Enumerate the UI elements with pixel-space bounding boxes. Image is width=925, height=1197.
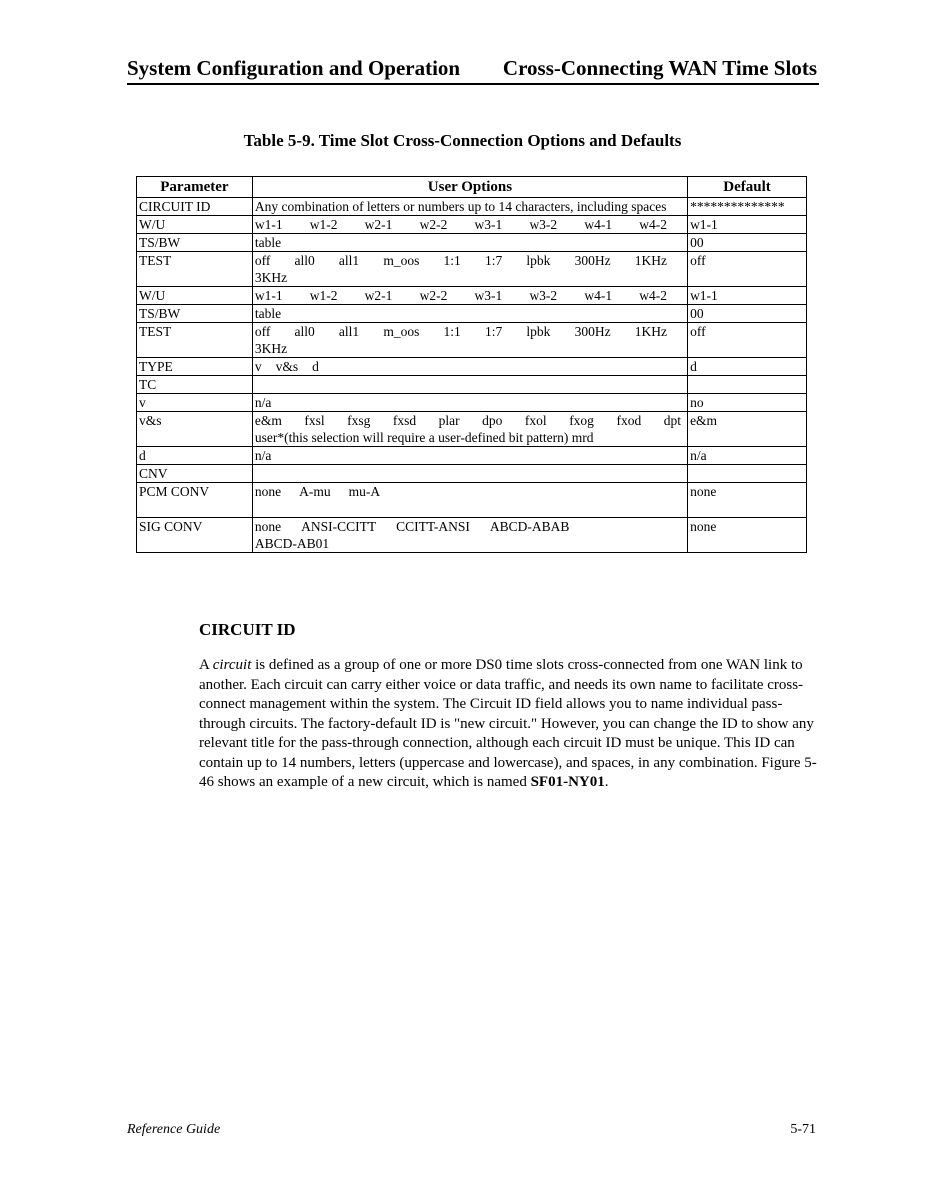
param-cell: TEST — [137, 252, 253, 287]
option-value: 1KHz — [634, 253, 668, 268]
options-cell — [252, 287, 687, 305]
options-cell: n/a — [252, 447, 687, 465]
circuit-name: SF01-NY01 — [530, 774, 605, 790]
default-cell: off — [688, 323, 807, 358]
table-row — [137, 412, 807, 447]
option-value: user*(this selection will require a user-defined bit pattern) mrd — [254, 430, 594, 445]
option-value: v — [254, 359, 262, 374]
default-cell: off — [688, 252, 807, 287]
table-row — [137, 358, 807, 376]
param-cell: TEST — [137, 323, 253, 358]
option-value: 1:1 — [443, 253, 461, 268]
option-value: plar — [438, 413, 460, 428]
option-value: fxol — [524, 413, 547, 428]
options-cell — [252, 483, 687, 518]
default-cell: d — [688, 358, 807, 376]
option-value: ANSI-CCITT — [301, 519, 377, 534]
table-row — [137, 447, 807, 465]
default-cell: e&m — [688, 412, 807, 447]
option-value: fxsg — [347, 413, 371, 428]
param-cell: TS/BW — [137, 305, 253, 323]
option-value: w4-1 — [584, 217, 613, 232]
option-value: lpbk — [526, 324, 551, 339]
param-cell: TC — [137, 376, 253, 394]
default-cell: n/a — [688, 447, 807, 465]
option-value: dpo — [482, 413, 503, 428]
options-cell — [252, 323, 687, 358]
option-value: 1:7 — [484, 324, 503, 339]
options-table — [136, 176, 807, 553]
option-value: w2-1 — [364, 217, 393, 232]
option-value: fxod — [616, 413, 642, 428]
table-title: Table 5-9. Time Slot Cross-Connection Options and Defaults — [243, 131, 682, 150]
header-chapter-title: System Configuration and Operation — [127, 56, 461, 80]
table-row — [137, 465, 807, 483]
paragraph-text: A — [199, 657, 213, 673]
param-cell: CIRCUIT ID — [137, 198, 253, 216]
body-paragraph — [199, 656, 817, 793]
option-value: 300Hz — [574, 253, 611, 268]
option-value: w2-2 — [419, 288, 448, 303]
column-header: Parameter — [137, 177, 253, 198]
option-value: fxsl — [304, 413, 325, 428]
page-number: 5-71 — [790, 1122, 816, 1137]
option-value: w1-2 — [309, 288, 338, 303]
option-value: w2-1 — [364, 288, 393, 303]
paragraph-text: is defined as a group of one or more DS0 time slots cross-connected from one WAN link to another. Each circuit can carry either voice or data traffic, and needs its own name to facilitate cross-connect management within the system. The Circuit ID field allows you to name individual pass-through circuits. The factory-default ID is "new circuit." However, you can change the ID to show any relevant title for the pass-through connection, although each circuit ID must be unique. This ID can contain up to 14 numbers, letters (uppercase and lowercase), and spaces, in any combination. Figure 5-46 shows an example of a new circuit, which is named — [199, 657, 817, 790]
table-row — [137, 323, 807, 358]
option-value: w3-2 — [529, 217, 558, 232]
option-value: w3-1 — [474, 217, 503, 232]
option-value: 1:7 — [484, 253, 503, 268]
option-value: dpt — [663, 413, 681, 428]
default-cell — [688, 465, 807, 483]
options-cell — [252, 412, 687, 447]
header-section-title: Cross-Connecting WAN Time Slots — [502, 56, 817, 80]
options-cell — [252, 518, 687, 553]
option-value: w4-2 — [639, 288, 668, 303]
option-value: A-mu — [299, 484, 331, 499]
column-header: User Options — [252, 177, 687, 198]
options-cell: Any combination of letters or numbers up to 14 characters, including spaces — [252, 198, 687, 216]
option-value: 3KHz — [254, 341, 288, 356]
table-row — [137, 483, 807, 518]
option-value: all1 — [338, 324, 360, 339]
option-value: w3-2 — [529, 288, 558, 303]
option-value: all0 — [294, 324, 315, 339]
option-value: off — [254, 324, 271, 339]
table-row — [137, 234, 807, 252]
option-value: CCITT-ANSI — [396, 519, 470, 534]
param-cell: PCM CONV — [137, 483, 253, 518]
column-header: Default — [688, 177, 807, 198]
options-cell: table — [252, 305, 687, 323]
default-cell: none — [688, 518, 807, 553]
table-row — [137, 216, 807, 234]
table-row — [137, 198, 807, 216]
default-cell: w1-1 — [688, 287, 807, 305]
param-cell: W/U — [137, 287, 253, 305]
default-cell: ************** — [688, 198, 807, 216]
param-cell: v&s — [137, 412, 253, 447]
default-cell: none — [688, 483, 807, 518]
option-value: w3-1 — [474, 288, 503, 303]
option-value: w1-1 — [254, 288, 283, 303]
option-value: 300Hz — [574, 324, 611, 339]
option-value: m_oos — [383, 324, 420, 339]
options-cell — [252, 252, 687, 287]
option-value: lpbk — [526, 253, 551, 268]
option-value: w2-2 — [419, 217, 448, 232]
options-cell: n/a — [252, 394, 687, 412]
option-value: fxog — [569, 413, 594, 428]
option-value: w4-1 — [584, 288, 613, 303]
option-value: e&m — [254, 413, 282, 428]
param-cell: W/U — [137, 216, 253, 234]
table-row — [137, 305, 807, 323]
default-cell: w1-1 — [688, 216, 807, 234]
param-cell: TS/BW — [137, 234, 253, 252]
option-value: mu-A — [348, 484, 381, 499]
param-cell: SIG CONV — [137, 518, 253, 553]
table-row — [137, 287, 807, 305]
option-value: none — [254, 519, 282, 534]
option-value: all0 — [294, 253, 315, 268]
param-cell: v — [137, 394, 253, 412]
page-header — [127, 55, 817, 81]
table-row — [137, 518, 807, 553]
option-value: 1KHz — [634, 324, 668, 339]
default-cell: 00 — [688, 234, 807, 252]
option-value: m_oos — [383, 253, 420, 268]
options-cell — [252, 358, 687, 376]
option-value: none — [254, 484, 282, 499]
option-value: 1:1 — [443, 324, 461, 339]
option-value: w4-2 — [639, 217, 668, 232]
option-value: 3KHz — [254, 270, 288, 285]
options-cell: table — [252, 234, 687, 252]
option-value: d — [312, 359, 319, 374]
default-cell — [688, 376, 807, 394]
table-header-row — [137, 177, 807, 198]
options-cell — [252, 216, 687, 234]
table-row — [137, 376, 807, 394]
option-value: ABCD-AB01 — [254, 536, 330, 551]
paragraph-text: . — [604, 774, 609, 790]
options-cell — [252, 376, 687, 394]
table-row — [137, 252, 807, 287]
param-cell: CNV — [137, 465, 253, 483]
footer-doc-title: Reference Guide — [127, 1122, 221, 1137]
options-cell — [252, 465, 687, 483]
option-value: w1-2 — [309, 217, 338, 232]
default-cell: 00 — [688, 305, 807, 323]
option-value: w1-1 — [254, 217, 283, 232]
option-value: all1 — [338, 253, 360, 268]
option-value: ABCD-ABAB — [489, 519, 570, 534]
header-rule — [127, 83, 819, 85]
option-value: fxsd — [392, 413, 417, 428]
option-value: off — [254, 253, 271, 268]
paragraph-emphasis: circuit — [212, 657, 252, 673]
param-cell: d — [137, 447, 253, 465]
default-cell: no — [688, 394, 807, 412]
option-value: v&s — [275, 359, 299, 374]
param-cell: TYPE — [137, 358, 253, 376]
section-title: CIRCUIT ID — [199, 620, 296, 639]
table-row — [137, 394, 807, 412]
